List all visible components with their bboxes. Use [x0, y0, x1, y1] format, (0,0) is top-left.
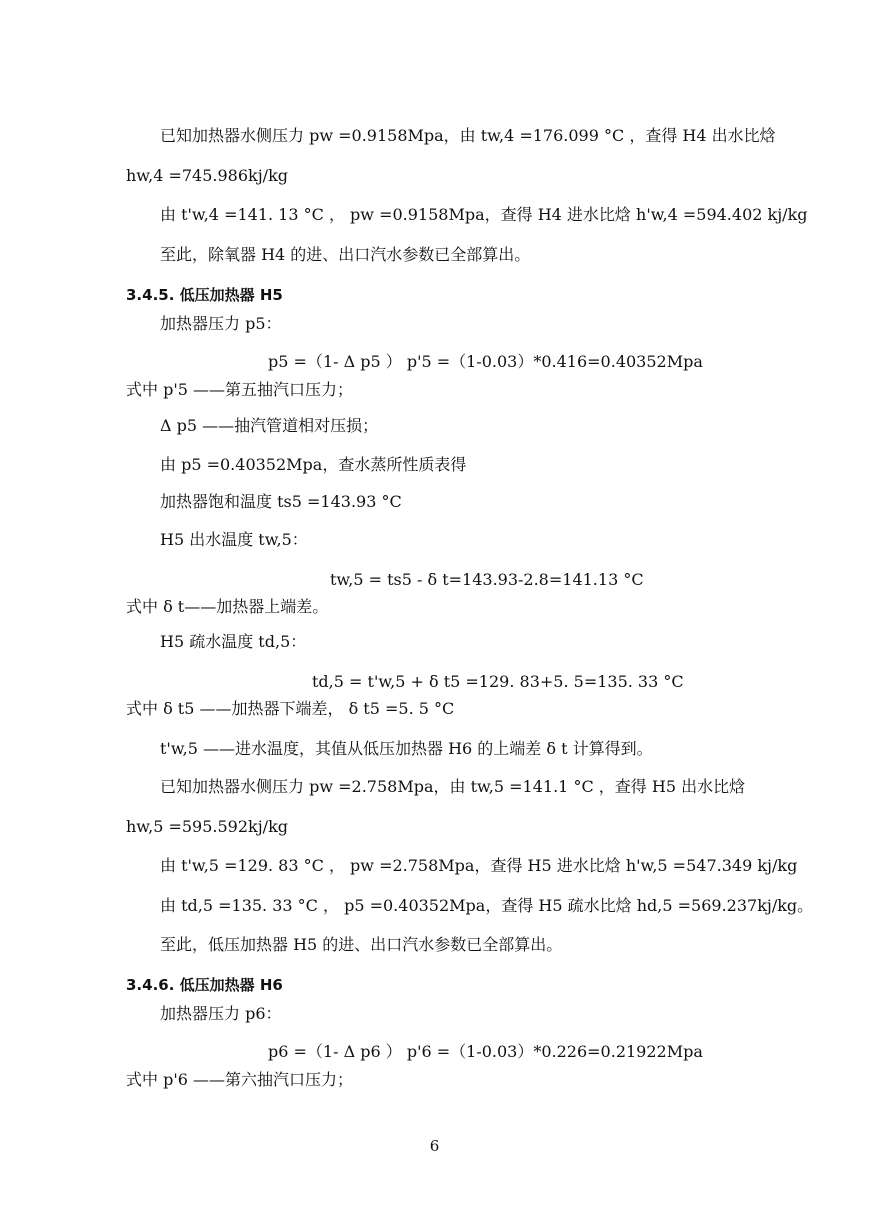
formula-line: p5 =（1- Δ p5 ） p'5 =（1-0.03）*0.416=0.40352Mpa	[268, 352, 703, 371]
text-line: Δ p5 ——抽汽管道相对压损；	[160, 416, 379, 435]
text-line: 式中 δ t5 ——加热器下端差， δ t5 =5. 5 °C	[126, 699, 455, 718]
section-heading: 3.4.6. 低压加热器 H6	[126, 976, 283, 994]
formula-line: tw,5 = ts5 - δ t=143.93-2.8=141.13 °C	[330, 570, 644, 589]
text-line: 由 p5 =0.40352Mpa，查水蒸所性质表得	[160, 455, 467, 474]
text-line: 由 t'w,5 =129. 83 °C ， pw =2.758Mpa，查得 H5 进水比焓 h'w,5 =547.349 kj/kg	[160, 856, 798, 875]
formula-line: p6 =（1- Δ p6 ） p'6 =（1-0.03）*0.226=0.21922Mpa	[268, 1042, 703, 1061]
text-line: 加热器压力 p6：	[160, 1004, 282, 1023]
text-line: 至此，低压加热器 H5 的进、出口汽水参数已全部算出。	[160, 935, 563, 954]
text-line: 由 t'w,4 =141. 13 °C ， pw =0.9158Mpa，查得 H4 进水比焓 h'w,4 =594.402 kj/kg	[160, 205, 808, 224]
text-line: hw,4 =745.986kj/kg	[126, 166, 289, 185]
page-number: 6	[429, 1137, 440, 1155]
formula-line: td,5 = t'w,5 + δ t5 =129. 83+5. 5=135. 33 °C	[312, 672, 684, 691]
text-line: 加热器饱和温度 ts5 =143.93 °C	[160, 492, 402, 511]
text-line: 由 td,5 =135. 33 °C ， p5 =0.40352Mpa，查得 H5 疏水比焓 hd,5 =569.237kj/kg。	[160, 896, 814, 915]
text-line: 式中 δ t——加热器上端差。	[126, 597, 329, 616]
text-line: H5 出水温度 tw,5：	[160, 530, 308, 549]
text-line: hw,5 =595.592kj/kg	[126, 817, 289, 836]
text-line: t'w,5 ——进水温度，其值从低压加热器 H6 的上端差 δ t 计算得到。	[160, 739, 653, 758]
text-line: 至此，除氧器 H4 的进、出口汽水参数已全部算出。	[160, 245, 531, 264]
text-line: 式中 p'5 ——第五抽汽口压力；	[126, 380, 353, 399]
text-line: H5 疏水温度 td,5：	[160, 632, 307, 651]
text-line: 式中 p'6 ——第六抽汽口压力；	[126, 1070, 353, 1089]
text-line: 加热器压力 p5：	[160, 314, 282, 333]
section-heading: 3.4.5. 低压加热器 H5	[126, 286, 283, 304]
text-line: 已知加热器水侧压力 pw =0.9158Mpa，由 tw,4 =176.099 °C ，查得 H4 出水比焓	[160, 126, 776, 145]
text-line: 已知加热器水侧压力 pw =2.758Mpa，由 tw,5 =141.1 °C ，查得 H5 出水比焓	[160, 777, 746, 796]
